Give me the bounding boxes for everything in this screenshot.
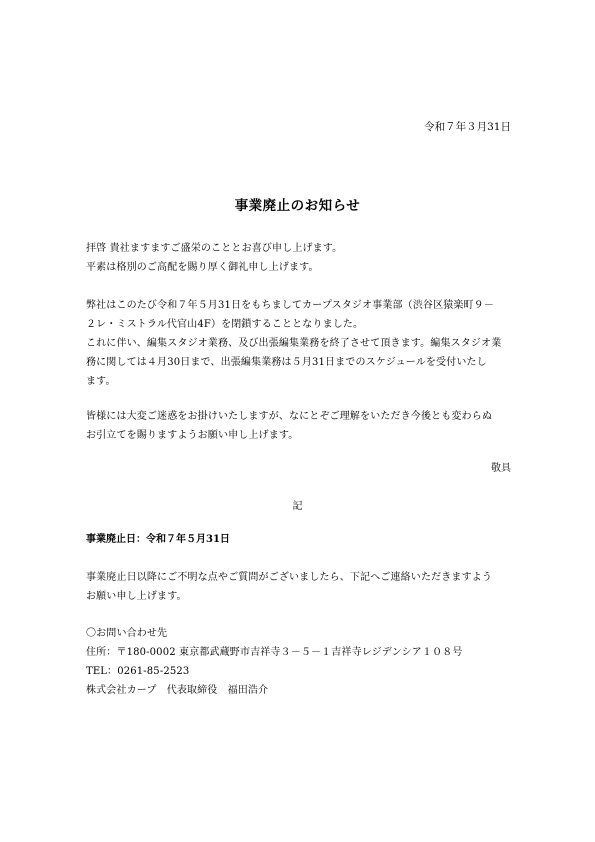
greeting-paragraph — [86, 239, 514, 277]
announcement-line: これに伴い、編集スタジオ業務、及び出張編集業務を終了させて頂きます。編集スタジオ業 — [86, 338, 502, 349]
contact-address: 住所：〒180-0002 東京都武蔵野市吉祥寺３－５－１吉祥寺レジデンシア１０８号 — [86, 647, 463, 658]
contact-tel: TEL：0261-85-2523 — [86, 666, 190, 677]
announcement-paragraph — [86, 296, 514, 391]
announcement-line: 弊社はこのたび令和７年５月31日をもちましてカープスタジオ事業部（渋谷区猿楽町９－ — [86, 300, 494, 311]
announcement-line: ２レ・ミストラル代官山4F）を閉鎖することとなりました。 — [86, 319, 364, 330]
inquiry-paragraph — [86, 568, 514, 606]
apology-line: お引立てを賜りますようお願い申し上げます。 — [86, 430, 299, 441]
announcement-line: 務に関しては４月30日まで、出張編集業務は５月31日までのスケジュールを受付いたし — [86, 357, 487, 368]
letter-title: 事業廃止のお知らせ — [234, 198, 361, 214]
inquiry-line: お願い申し上げます。 — [86, 591, 187, 602]
contact-block — [86, 624, 514, 700]
closure-date-label: 事業廃止日：令和７年５月31日 — [86, 534, 230, 545]
closing-word: 敬具 — [491, 463, 511, 474]
contact-heading: 〇お問い合わせ先 — [86, 628, 168, 639]
apology-line: 皆様には大変ご迷惑をお掛けいたしますが、なにとぞご理解をいただき今後とも変わらぬ — [86, 411, 492, 422]
apology-paragraph — [86, 407, 514, 445]
greeting-line: 拝啓 貴社ますますご盛栄のこととお喜び申し上げます。 — [86, 243, 343, 254]
ki-heading: 記 — [292, 501, 303, 512]
announcement-line: ます。 — [86, 376, 116, 387]
letter-date: 令和７年３月31日 — [424, 121, 511, 133]
inquiry-line: 事業廃止日以降にご不明な点やご質問がございましたら、下記へご連絡いただきますよう — [86, 572, 492, 583]
greeting-line: 平素は格別のご高配を賜り厚く御礼申し上げます。 — [86, 262, 319, 273]
contact-company: 株式会社カープ 代表取締役 福田浩介 — [86, 685, 269, 696]
